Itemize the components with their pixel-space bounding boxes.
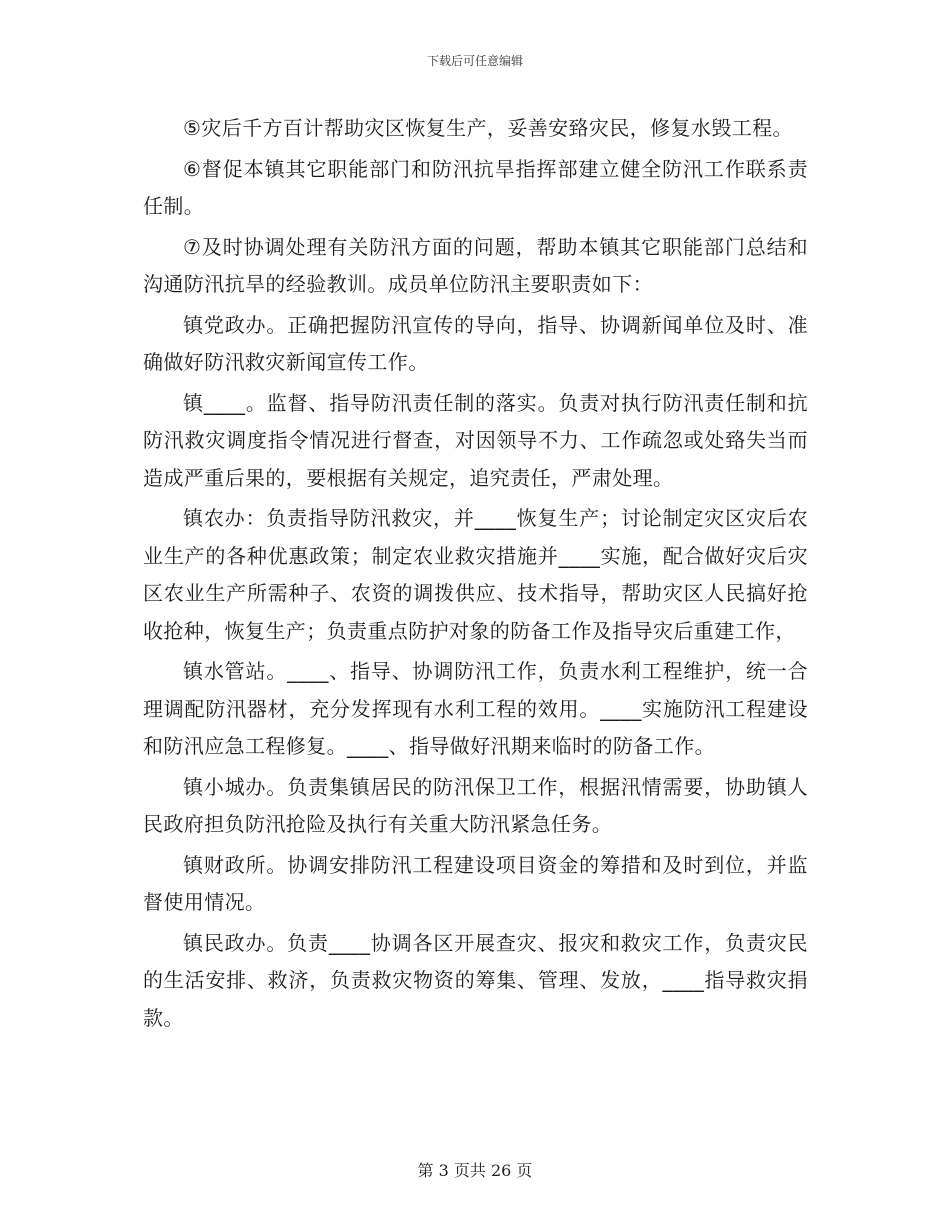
paragraph-supervision: 镇____。监督、指导防汛责任制的落实。负责对执行防汛责任制和抗防汛救灾调度指令情况进行督查，对因领导不力、工作疏忽或处臵失当而造成严重后果的，要根据有关规定，追究责任，严肃处理。 <box>143 390 808 490</box>
paragraph-item-7: ⑦及时协调处理有关防汛方面的问题，帮助本镇其它职能部门总结和沟通防汛抗旱的经验教训。成员单位防汛主要职责如下： <box>143 234 808 296</box>
header-note: 下载后可任意编辑 <box>426 54 523 68</box>
page-number: 第 3 页共 26 页 <box>417 1161 533 1180</box>
paragraph-item-5: ⑤灾后千方百计帮助灾区恢复生产，妥善安臵灾民，修复水毁工程。 <box>183 116 793 140</box>
paragraph-finance-office: 镇财政所。协调安排防汛工程建设项目资金的筹措和及时到位，并监督使用情况。 <box>143 852 808 914</box>
paragraph-civil-affairs: 镇民政办。负责____协调各区开展查灾、报灾和救灾工作，负责灾民的生活安排、救济，负责救灾物资的筹集、管理、发放，____指导救灾捐款。 <box>143 930 808 1030</box>
paragraph-agriculture-office: 镇农办：负责指导防汛救灾，并____恢复生产；讨论制定灾区灾后农业生产的各种优惠政策；制定农业救灾措施并____实施，配合做好灾后灾区农业生产所需种子、农资的调拨供应、技术指导，帮助灾区人民搞好抢收抢种，恢复生产；负责重点防护对象的防备工作及指导灾后重建工作， <box>143 506 808 643</box>
paragraph-item-6: ⑥督促本镇其它职能部门和防汛抗旱指挥部建立健全防汛工作联系责任制。 <box>143 156 808 218</box>
document-body <box>143 110 808 1040</box>
paragraph-party-office: 镇党政办。正确把握防汛宣传的导向，指导、协调新闻单位及时、准确做好防汛救灾新闻宣传工作。 <box>143 312 808 374</box>
paragraph-water-station: 镇水管站。____、指导、协调防汛工作，负责水利工程维护，统一合理调配防汛器材，充分发挥现有水利工程的效用。____实施防汛工程建设和防汛应急工程修复。____、指导做好汛期来临时的防备工作。 <box>143 659 808 758</box>
paragraph-town-office: 镇小城办。负责集镇居民的防汛保卫工作，根据汛情需要，协助镇人民政府担负防汛抢险及执行有关重大防汛紧急任务。 <box>143 774 808 836</box>
